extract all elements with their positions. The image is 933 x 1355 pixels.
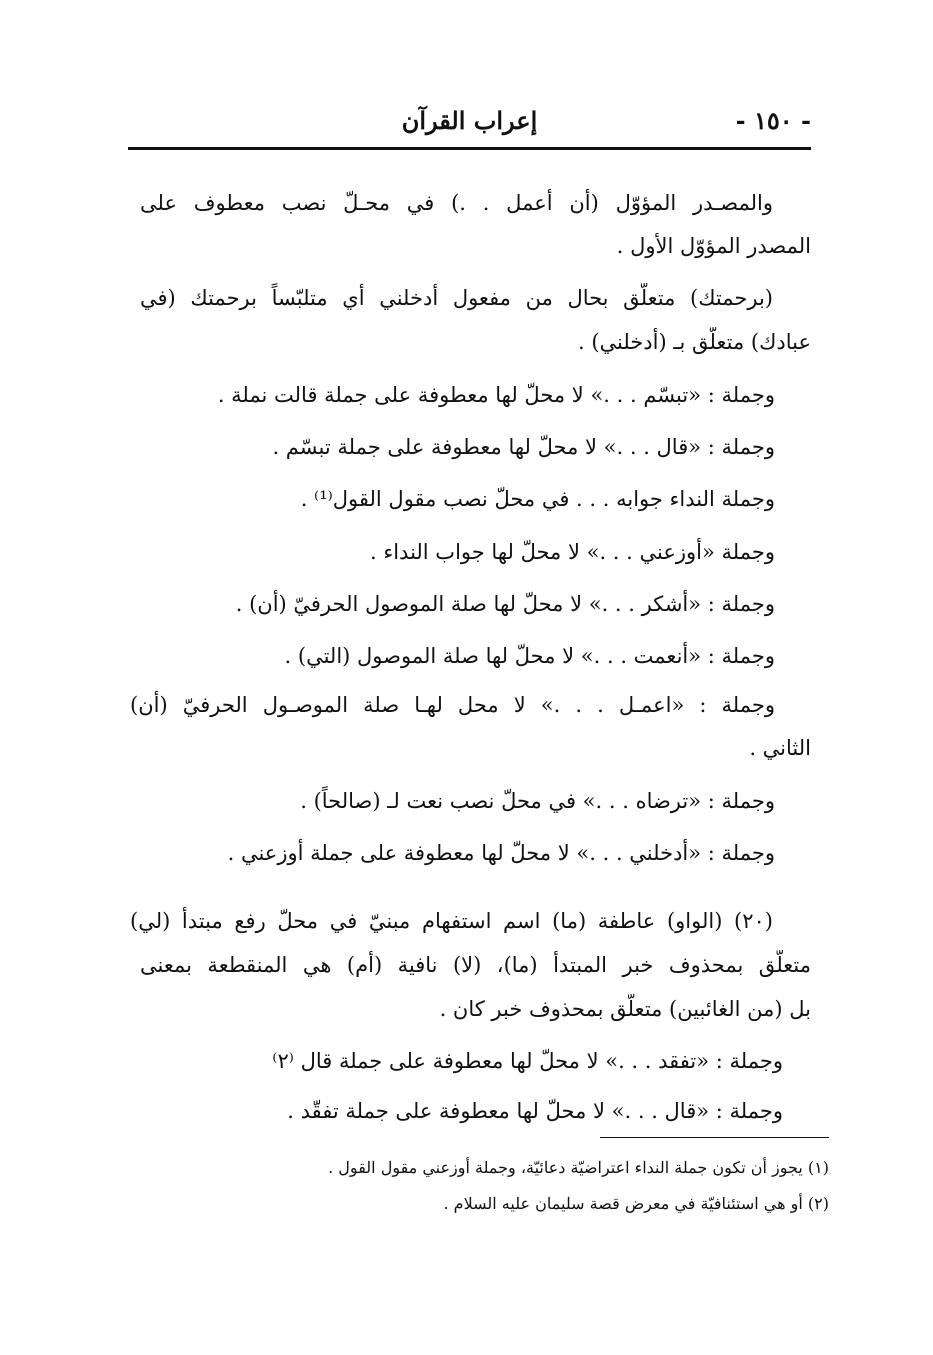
text-line: وجملة : «أنعمت . . .» لا محلّ لها صلة الموصول (التي) . <box>284 644 775 668</box>
footnote-2: (٢) أو هي استئنافيّة في معرض قصة سليمان عليه السلام . <box>443 1194 829 1213</box>
text-line: وجملة النداء جوابه . . . في محلّ نصب مقول القول⁽¹⁾ . <box>300 487 775 511</box>
text-line: متعلّق بمحذوف خبر المبتدأ (ما)، (لا) نافية (أم) هي المنقطعة بمعنى <box>140 953 811 977</box>
footnote-separator <box>600 1137 829 1138</box>
text-line: وجملة : «قال . . .» لا محلّ لها معطوفة على جملة تفقّد . <box>287 1099 783 1123</box>
text-line: والمصـدر المؤوّل (أن أعمل . .) في محـلّ نصب معطوف على <box>140 191 773 215</box>
text-line: المصدر المؤوّل الأول . <box>616 234 811 258</box>
text-line: (برحمتك) متعلّق بحال من مفعول أدخلني أي متلبّساً برحمتك (في <box>140 286 773 310</box>
text-line: وجملة «أوزعني . . .» لا محلّ لها جواب النداء . <box>369 540 775 564</box>
text-line: وجملة : «أشكر . . .» لا محلّ لها صلة الموصول الحرفيّ (أن) . <box>235 592 775 616</box>
text-line: (٢٠) (الواو) عاطفة (ما) اسم استفهام مبنيّ في محلّ رفع مبتدأ (لي) <box>130 909 773 933</box>
text-line: وجملة : «تبسّم . . .» لا محلّ لها معطوفة على جملة قالت نملة . <box>217 383 775 407</box>
page-header <box>128 100 811 150</box>
running-title: إعراب القرآن <box>401 106 538 135</box>
text-line: وجملة : «أدخلني . . .» لا محلّ لها معطوفة على جملة أوزعني . <box>227 841 775 865</box>
text-line: وجملة : «ترضاه . . .» في محلّ نصب نعت لـ (صالحاً) . <box>300 789 775 813</box>
text-line: الثاني . <box>749 736 811 760</box>
text-line: عبادك) متعلّق بـ (أدخلني) . <box>577 330 811 354</box>
text-line: وجملة : «تفقد . . .» لا محلّ لها معطوفة على جملة قال ⁽٢⁾ <box>272 1049 783 1073</box>
text-line: وجملة : «قال . . .» لا محلّ لها معطوفة على جملة تبسّم . <box>272 435 775 459</box>
page-number: - ١٥٠ - <box>735 106 811 135</box>
footnote-1: (١) يجوز أن تكون جملة النداء اعتراضيّة دعائيّة، وجملة أوزعني مقول القول . <box>328 1158 829 1177</box>
header-rule <box>128 147 811 150</box>
text-line: وجملة : «اعمـل . . .» لا محل لهـا صلة الموصـول الحرفيّ (أن) <box>130 693 775 717</box>
text-line: بل (من الغائبين) متعلّق بمحذوف خبر كان . <box>439 997 811 1021</box>
